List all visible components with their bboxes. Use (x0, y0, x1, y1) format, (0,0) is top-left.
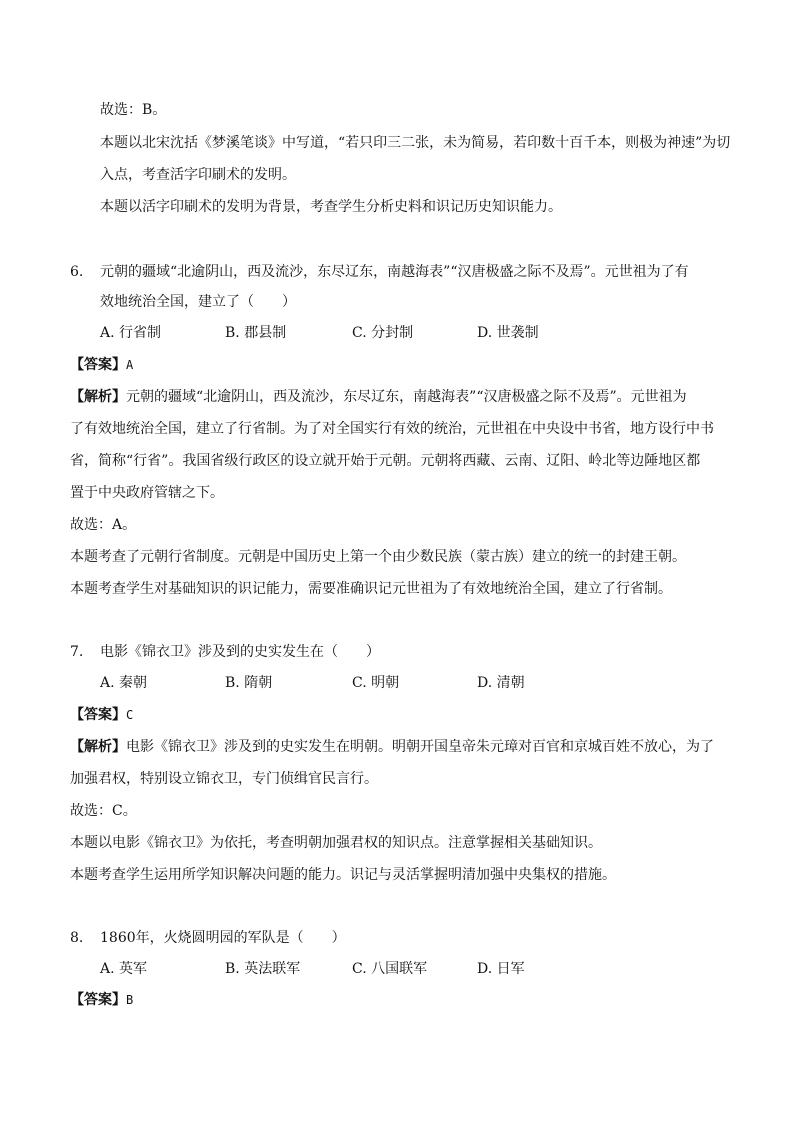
q7-analysis-line2: 加强君权，特别设立锦衣卫，专门侦缉官民言行。 (70, 771, 378, 787)
q7-number: 7. (70, 644, 84, 660)
q8-answer (70, 990, 133, 1010)
q8-number: 8. (70, 930, 84, 946)
q6-option-c: C. 分封制 (352, 325, 414, 341)
q7-analysis-label: 【解析】 (70, 739, 126, 755)
q5-choose: 故选：B。 (100, 102, 167, 118)
q7-answer (70, 705, 133, 725)
q7-analysis-line1 (70, 737, 714, 757)
q7-option-a: A. 秦朝 (100, 675, 148, 691)
q7-answer-value: C (126, 708, 134, 722)
q8-stem: 1860年，火烧圆明园的军队是（ ） (100, 930, 346, 946)
q6-stem-line2: 效地统治全国，建立了（ ） (100, 294, 296, 310)
q8-answer-value: B (126, 993, 134, 1007)
q8-answer-label: 【答案】 (70, 992, 126, 1008)
q6-option-d: D. 世袭制 (477, 325, 539, 341)
q7-option-d: D. 清朝 (477, 675, 525, 691)
q7-analysis-text1: 电影《锦衣卫》涉及到的史实发生在明朝。明朝开国皇帝朱元璋对百官和京城百姓不放心，为了 (126, 739, 714, 755)
q6-analysis-line2: 了有效地统治全国，建立了行省制。为了对全国实行有效的统治，元世祖在中央设中书省，地方设行中书 (70, 421, 714, 437)
q5-note2: 本题以活字印刷术的发明为背景，考查学生分析史料和识记历史知识能力。 (100, 199, 562, 215)
q5-note1-line2: 入点，考查活字印刷术的发明。 (100, 167, 296, 183)
q6-choose: 故选：A。 (70, 517, 137, 533)
q6-answer (70, 355, 133, 375)
q8-option-d: D. 日军 (477, 961, 525, 977)
q6-option-b: B. 郡县制 (225, 325, 287, 341)
q5-note1-line1: 本题以北宋沈括《梦溪笔谈》中写道，“若只印三二张，未为简易，若印数十百千本，则极为神速”为切 (100, 135, 731, 151)
q6-analysis-line3: 省，简称“行省”。我国省级行政区的设立就开始于元朝。元朝将西藏、云南、辽阳、岭北等边陲地区都 (70, 453, 701, 469)
q6-analysis-line4: 置于中央政府管辖之下。 (70, 485, 224, 501)
q7-option-c: C. 明朝 (352, 675, 400, 691)
q7-note2: 本题考查学生运用所学知识解决问题的能力。识记与灵活掌握明清加强中央集权的措施。 (70, 867, 616, 883)
q6-option-a: A. 行省制 (100, 325, 162, 341)
q6-analysis-line1 (70, 387, 687, 407)
q6-note1: 本题考查了元朝行省制度。元朝是中国历史上第一个由少数民族（蒙古族）建立的统一的封建王朝。 (70, 549, 686, 565)
q6-analysis-text1: 元朝的疆域“北逾阴山，西及流沙，东尽辽东，南越海表”“汉唐极盛之际不及焉”。元世祖为 (126, 389, 687, 405)
q7-note1: 本题以电影《锦衣卫》为依托，考查明朝加强君权的知识点。注意掌握相关基础知识。 (70, 835, 602, 851)
q6-answer-value: A (126, 358, 134, 372)
q8-option-b: B. 英法联军 (225, 961, 301, 977)
q6-answer-label: 【答案】 (70, 357, 126, 373)
q8-option-c: C. 八国联军 (352, 961, 428, 977)
q6-note2: 本题考查学生对基础知识的识记能力，需要准确识记元世祖为了有效地统治全国，建立了行省制。 (70, 581, 672, 597)
q6-stem-line1: 元朝的疆域“北逾阴山，西及流沙，东尽辽东，南越海表”“汉唐极盛之际不及焉”。元世祖为了有 (100, 264, 689, 280)
q6-analysis-label: 【解析】 (70, 389, 126, 405)
q7-option-b: B. 隋朝 (225, 675, 273, 691)
q6-number: 6. (70, 264, 84, 280)
q7-answer-label: 【答案】 (70, 707, 126, 723)
q8-option-a: A. 英军 (100, 961, 148, 977)
q7-stem: 电影《锦衣卫》涉及到的史实发生在（ ） (100, 644, 380, 660)
q7-choose: 故选：C。 (70, 803, 137, 819)
